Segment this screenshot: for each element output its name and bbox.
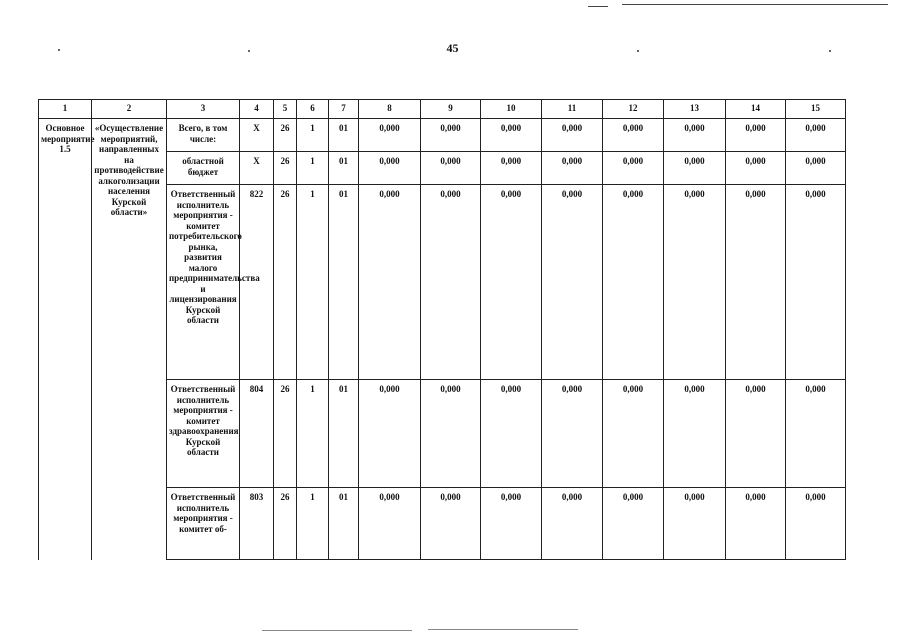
- value-cell: 0,000: [603, 119, 664, 152]
- scan-bottom-line: [262, 630, 412, 631]
- value-cell: 0,000: [359, 380, 421, 488]
- cell-col5: 26: [274, 380, 297, 488]
- header-cell: 11: [542, 100, 603, 119]
- cell-col6: 1: [297, 185, 329, 380]
- cell-col5: 26: [274, 119, 297, 152]
- cell-col5: 26: [274, 152, 297, 185]
- value-cell: 0,000: [603, 185, 664, 380]
- value-cell: 0,000: [481, 119, 542, 152]
- cell-col6: 1: [297, 380, 329, 488]
- value-cell: 0,000: [786, 488, 846, 560]
- row-label: Ответственный исполнитель мероприятия - комитет здравоохранения Курской области: [167, 380, 240, 488]
- cell-col5: 26: [274, 488, 297, 560]
- row-label: Ответственный исполнитель мероприятия - комитет потребительского рынка, развития малого предпринимательства и лицензирования Курской области: [167, 185, 240, 380]
- value-cell: 0,000: [542, 380, 603, 488]
- page-number: 45: [446, 41, 459, 55]
- row-label: Всего, в том числе:: [167, 119, 240, 152]
- header-cell: 4: [240, 100, 274, 119]
- scan-top-line: [622, 4, 888, 5]
- value-cell: 0,000: [359, 185, 421, 380]
- value-cell: 0,000: [786, 185, 846, 380]
- cell-col7: 01: [329, 152, 359, 185]
- header-cell: 8: [359, 100, 421, 119]
- value-cell: 0,000: [542, 185, 603, 380]
- value-cell: 0,000: [481, 152, 542, 185]
- header-cell: 10: [481, 100, 542, 119]
- value-cell: 0,000: [726, 185, 786, 380]
- scan-bottom-line: [428, 629, 578, 630]
- header-row: [39, 100, 846, 119]
- value-cell: 0,000: [421, 185, 481, 380]
- header-cell: 5: [274, 100, 297, 119]
- value-cell: 0,000: [664, 380, 726, 488]
- value-cell: 0,000: [421, 152, 481, 185]
- cell-col7: 01: [329, 488, 359, 560]
- value-cell: 0,000: [726, 119, 786, 152]
- measure-code: Основное мероприятие 1.5: [39, 119, 92, 560]
- cell-col7: 01: [329, 380, 359, 488]
- value-cell: 0,000: [603, 488, 664, 560]
- value-cell: 0,000: [726, 152, 786, 185]
- value-cell: 0,000: [481, 380, 542, 488]
- value-cell: 0,000: [421, 488, 481, 560]
- cell-col4: Х: [240, 152, 274, 185]
- table-row: [39, 119, 846, 152]
- header-cell: 6: [297, 100, 329, 119]
- value-cell: 0,000: [542, 488, 603, 560]
- value-cell: 0,000: [359, 119, 421, 152]
- value-cell: 0,000: [664, 119, 726, 152]
- value-cell: 0,000: [664, 488, 726, 560]
- value-cell: 0,000: [481, 185, 542, 380]
- measure-title: «Осуществление мероприятий, направленных на противодействие алкоголизации населения Курской области»: [92, 119, 167, 560]
- cell-col6: 1: [297, 119, 329, 152]
- value-cell: 0,000: [481, 488, 542, 560]
- scan-top-line-short: [588, 6, 608, 7]
- cell-col4: Х: [240, 119, 274, 152]
- header-cell: 3: [167, 100, 240, 119]
- cell-col4: 804: [240, 380, 274, 488]
- row-label: областной бюджет: [167, 152, 240, 185]
- value-cell: 0,000: [786, 119, 846, 152]
- header-cell: 13: [664, 100, 726, 119]
- cell-col6: 1: [297, 152, 329, 185]
- cell-col4: 803: [240, 488, 274, 560]
- value-cell: 0,000: [664, 152, 726, 185]
- value-cell: 0,000: [786, 152, 846, 185]
- value-cell: 0,000: [726, 380, 786, 488]
- value-cell: 0,000: [421, 119, 481, 152]
- value-cell: 0,000: [542, 152, 603, 185]
- value-cell: 0,000: [359, 152, 421, 185]
- header-cell: 9: [421, 100, 481, 119]
- budget-table: [38, 99, 846, 560]
- cell-col5: 26: [274, 185, 297, 380]
- header-cell: 12: [603, 100, 664, 119]
- value-cell: 0,000: [726, 488, 786, 560]
- header-cell: 15: [786, 100, 846, 119]
- value-cell: 0,000: [603, 380, 664, 488]
- value-cell: 0,000: [359, 488, 421, 560]
- header-cell: 14: [726, 100, 786, 119]
- value-cell: 0,000: [786, 380, 846, 488]
- header-cell: 1: [39, 100, 92, 119]
- value-cell: 0,000: [664, 185, 726, 380]
- row-label: Ответственный исполнитель мероприятия - комитет об-: [167, 488, 240, 560]
- cell-col6: 1: [297, 488, 329, 560]
- header-cell: 2: [92, 100, 167, 119]
- cell-col7: 01: [329, 185, 359, 380]
- cell-col4: 822: [240, 185, 274, 380]
- cell-col7: 01: [329, 119, 359, 152]
- value-cell: 0,000: [542, 119, 603, 152]
- header-cell: 7: [329, 100, 359, 119]
- value-cell: 0,000: [603, 152, 664, 185]
- value-cell: 0,000: [421, 380, 481, 488]
